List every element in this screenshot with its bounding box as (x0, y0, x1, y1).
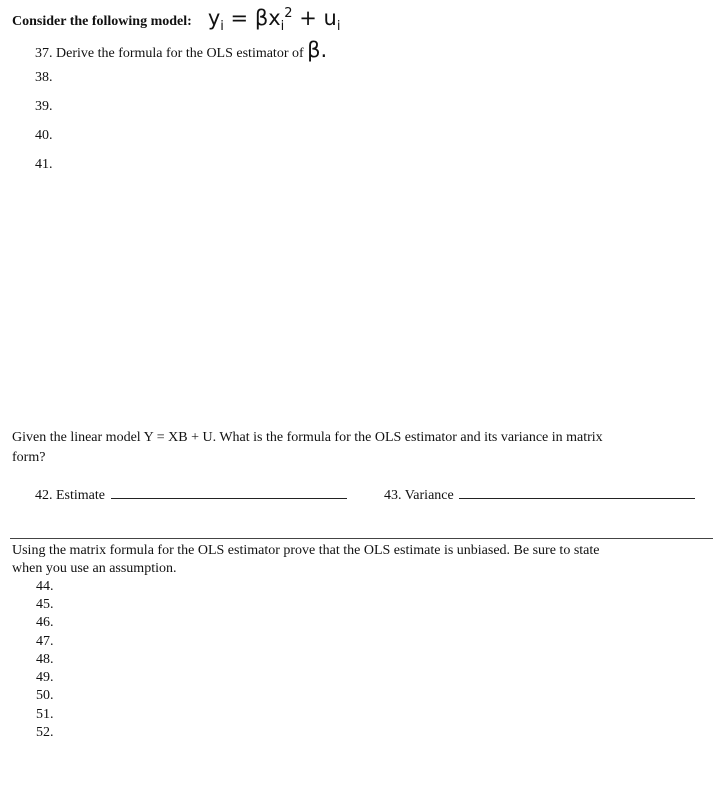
estimate-label: 42. Estimate (35, 488, 105, 503)
beta-symbol: β. (307, 38, 328, 62)
item-44: 44. (36, 579, 54, 594)
matrix-question-line1: Given the linear model Y = XB + U. What is the formula for the OLS estimator and its variance in matrix (12, 430, 603, 445)
item-38: 38. (35, 70, 53, 85)
item-49: 49. (36, 670, 54, 685)
model-formula: $y_i = \beta x_i^2 + u_i$ (207, 6, 341, 35)
question-37 (35, 38, 327, 62)
estimate-blank[interactable] (111, 486, 347, 499)
item-46: 46. (36, 615, 54, 630)
item-45: 45. (36, 597, 54, 612)
unbiased-question-line2: when you use an assumption. (12, 561, 177, 576)
item-52: 52. (36, 725, 54, 740)
variance-field (384, 486, 695, 504)
item-41: 41. (35, 157, 53, 172)
unbiased-question-line1: Using the matrix formula for the OLS estimator prove that the OLS estimate is unbiased. Be sure to state (12, 543, 600, 558)
matrix-question-line2: form? (12, 450, 46, 465)
variance-label: 43. Variance (384, 488, 454, 503)
question-37-text: 37. Derive the formula for the OLS estimator of (35, 46, 304, 61)
item-47: 47. (36, 634, 54, 649)
item-50: 50. (36, 688, 54, 703)
estimate-field (35, 486, 347, 504)
model-label: Consider the following model: (12, 14, 192, 29)
section-divider (10, 538, 713, 539)
model-header (12, 6, 340, 34)
item-39: 39. (35, 99, 53, 114)
variance-blank[interactable] (459, 486, 695, 499)
item-40: 40. (35, 128, 53, 143)
item-51: 51. (36, 707, 54, 722)
item-48: 48. (36, 652, 54, 667)
